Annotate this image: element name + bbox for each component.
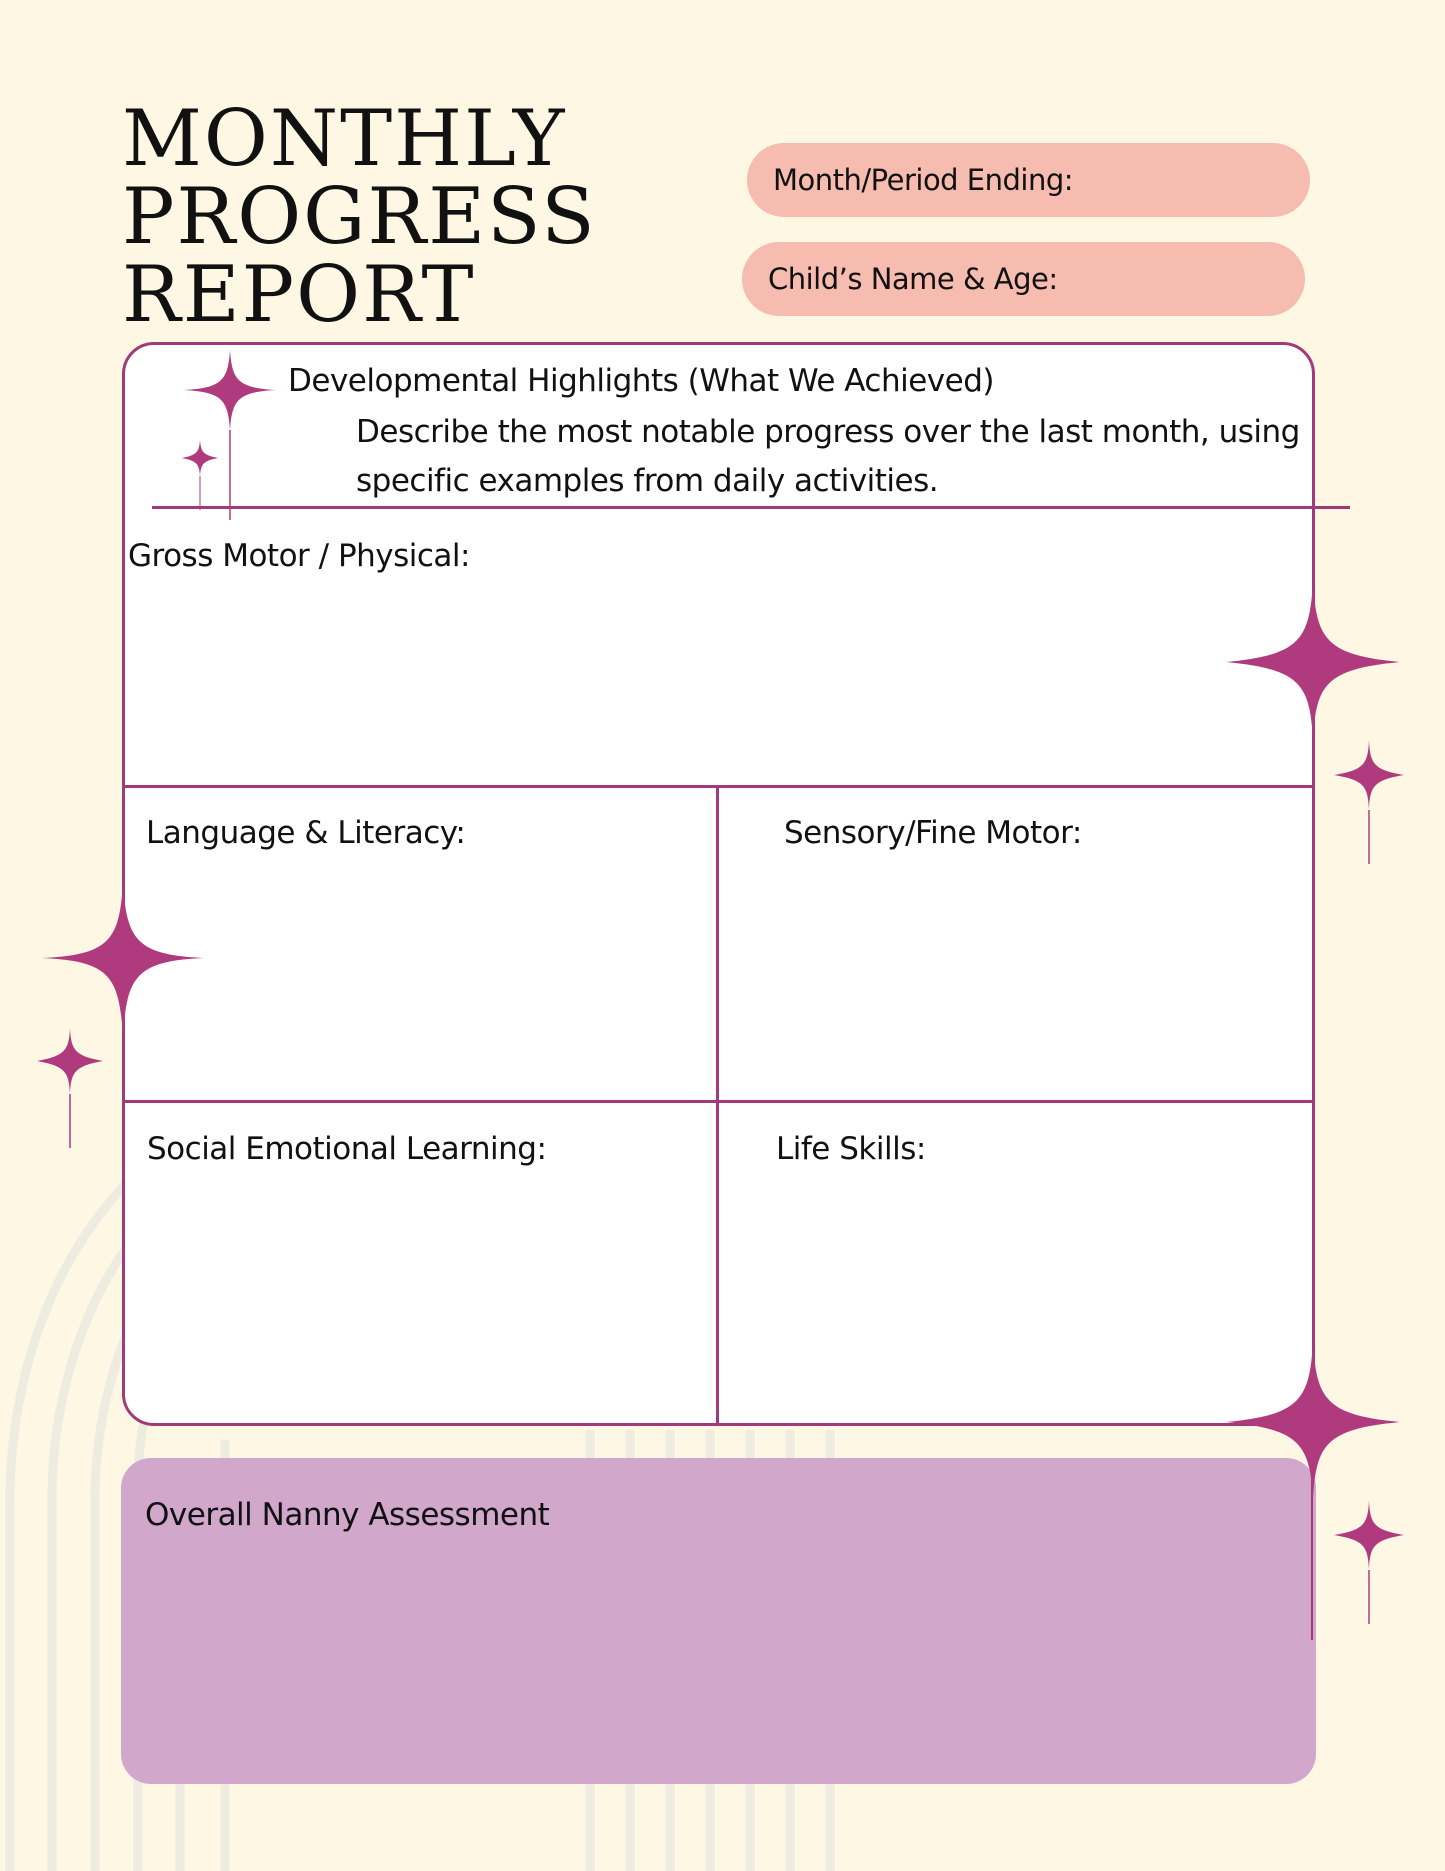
highlights-description: Describe the most notable progress over the last month, using specific examples from daily activities.	[356, 414, 1300, 499]
life-skills-label: Life Skills:	[776, 1131, 926, 1167]
sparkle-icon	[1226, 580, 1400, 740]
period-ending-label: Month/Period Ending:	[773, 163, 1074, 197]
sparkle-small-icon	[37, 1028, 103, 1148]
title-line-2: PROGRESS	[122, 172, 597, 262]
sparkle-small-icon	[1334, 1500, 1404, 1624]
period-ending-field[interactable]	[747, 143, 1310, 217]
sparkle-small-icon	[182, 440, 218, 510]
social-emotional-label: Social Emotional Learning:	[147, 1131, 547, 1167]
highlights-divider	[152, 506, 1350, 509]
overall-assessment-label: Overall Nanny Assessment	[145, 1497, 550, 1533]
child-name-age-label: Child’s Name & Age:	[768, 262, 1058, 296]
row-divider-2	[124, 1100, 1314, 1103]
column-divider	[716, 787, 719, 1424]
child-name-age-field[interactable]	[742, 242, 1305, 316]
highlights-heading: Developmental Highlights (What We Achieved)	[288, 363, 995, 399]
sparkle-icon	[42, 880, 204, 1040]
title-line-1: MONTHLY	[122, 94, 567, 184]
sparkle-icon	[1226, 1340, 1400, 1500]
sensory-fine-motor-label: Sensory/Fine Motor:	[784, 815, 1082, 851]
page-title	[122, 94, 597, 340]
gross-motor-label: Gross Motor / Physical:	[128, 538, 470, 574]
row-divider-1	[124, 785, 1314, 788]
sparkle-small-icon	[1334, 740, 1404, 864]
language-literacy-label: Language & Literacy:	[146, 815, 466, 851]
title-line-3: REPORT	[122, 250, 476, 340]
